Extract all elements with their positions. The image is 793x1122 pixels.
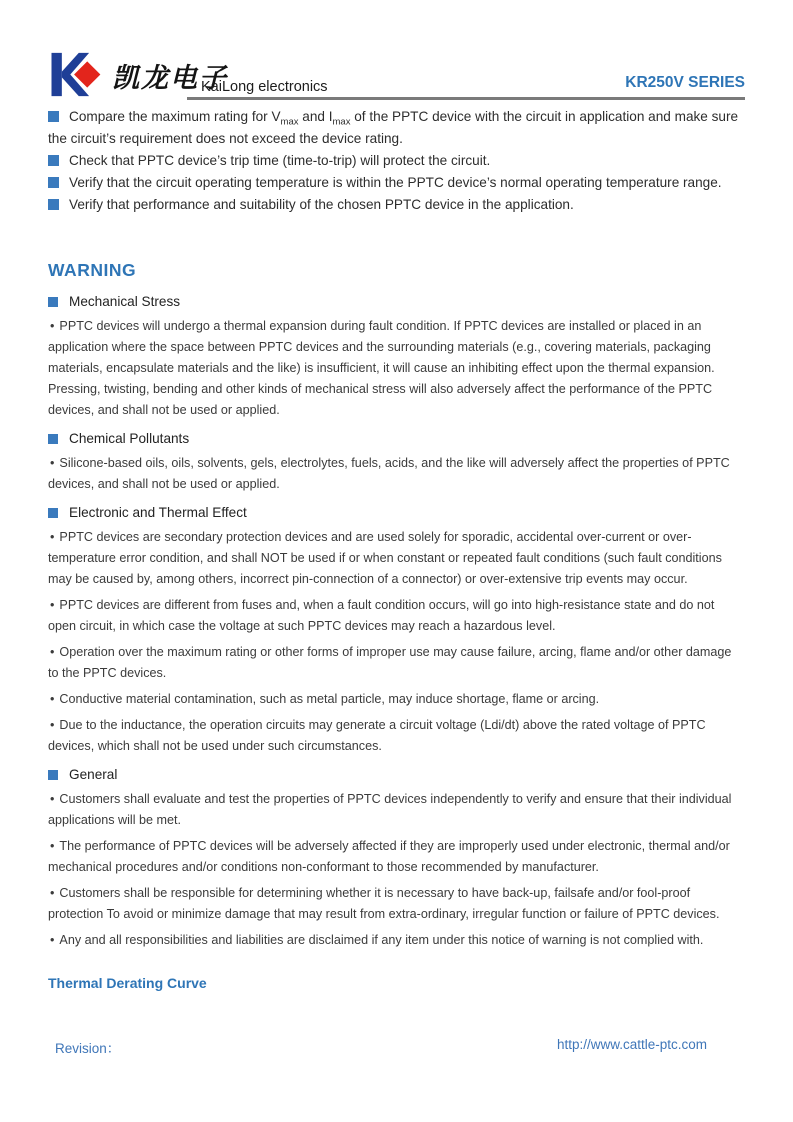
paragraph-text: Any and all responsibilities and liabilities are disclaimed if any item under this notice of warning is not complied with. xyxy=(59,933,704,947)
square-bullet-icon xyxy=(48,155,59,166)
subscript-max: max xyxy=(280,116,299,128)
text-fragment: Compare the maximum rating for V xyxy=(69,109,281,124)
section-title-electronic-thermal-effect xyxy=(48,503,745,523)
warning-paragraph xyxy=(48,527,745,590)
warning-paragraph xyxy=(48,789,745,831)
paragraph-text: Customers shall be responsible for determining whether it is necessary to have back-up, failsafe and/or fool-proof protection To avoid or minimize damage that may result from extra-ordinary, irregular function or failure of PPTC devices. xyxy=(48,886,720,921)
checklist-item xyxy=(48,194,745,216)
paragraph-text: Customers shall evaluate and test the properties of PPTC devices independently to verify and ensure that their individual applications will be met. xyxy=(48,792,732,827)
paragraph-text: PPTC devices will undergo a thermal expansion during fault condition. If PPTC devices are installed or placed in an application where the space between PPTC devices and the surrounding materials (e.g., covering materials, packaging materials, encapsulate materials and the like) is insufficient, it will cause an inhibiting effect upon the thermal expansion. Pressing, twisting, bending and other kinds of mechanical stress will also adversely affect the performance of the PPTC devices, and shall not be used or applied. xyxy=(48,319,715,417)
warning-paragraph xyxy=(48,689,745,710)
checklist-item-text xyxy=(48,109,738,146)
paragraph-text: The performance of PPTC devices will be adversely affected if they are improperly used under electronic, thermal and/or mechanical procedures and/or conditions non-conformant to those recommended by manufacturer. xyxy=(48,839,730,874)
warning-sections xyxy=(48,292,745,951)
checklist-item-text: Check that PPTC device’s trip time (time-to-trip) will protect the circuit. xyxy=(69,153,491,168)
text-fragment: of the PPTC device with the circuit in application and make sure the circuit’s requirement does not exceed the device rating. xyxy=(48,109,739,146)
paragraph-text: Conductive material contamination, such as metal particle, may induce shortage, flame or arcing. xyxy=(59,692,600,706)
section-bullet-icon xyxy=(48,508,58,518)
section-title-text: Chemical Pollutants xyxy=(69,431,190,446)
section-title-text: General xyxy=(69,767,118,782)
bullet-dot: • xyxy=(50,886,55,900)
logo-chinese-text: 凯龙电子 xyxy=(112,63,228,94)
warning-paragraph xyxy=(48,836,745,878)
page-footer xyxy=(55,1037,745,1057)
series-title: KR250V SERIES xyxy=(625,74,745,91)
bullet-dot: • xyxy=(50,692,55,706)
website-link[interactable]: http://www.cattle-ptc.com xyxy=(556,1037,707,1052)
paragraph-text: Operation over the maximum rating or other forms of improper use may cause failure, arcing, flame and/or other damage to the PPTC devices. xyxy=(48,645,732,680)
warning-paragraph xyxy=(48,930,745,951)
logo-english-text: KaiLong electronics xyxy=(201,79,328,95)
section-bullet-icon xyxy=(48,434,58,444)
header-rule xyxy=(187,97,745,100)
checklist-item xyxy=(48,150,745,172)
warning-paragraph xyxy=(48,715,745,757)
warning-paragraph xyxy=(48,316,745,421)
kailong-logo-icon xyxy=(46,51,104,98)
warning-paragraph xyxy=(48,642,745,684)
bullet-dot: • xyxy=(50,645,55,659)
bullet-dot: • xyxy=(50,718,55,732)
bullet-dot: • xyxy=(50,456,55,470)
square-bullet-icon xyxy=(48,177,59,188)
bullet-dot: • xyxy=(50,319,55,333)
bullet-dot: • xyxy=(50,792,55,806)
section-title-general xyxy=(48,765,745,785)
paragraph-text: Due to the inductance, the operation circuits may generate a circuit voltage (Ldi/dt) above the rated voltage of PPTC devices, which shall not be used under such circumstances. xyxy=(48,718,706,753)
section-title-text: Mechanical Stress xyxy=(69,294,181,309)
checklist-item xyxy=(48,106,745,150)
paragraph-text: Silicone-based oils, oils, solvents, gels, electrolytes, fuels, acids, and the like will adversely affect the properties of PPTC devices, and shall not be used or applied. xyxy=(48,456,730,491)
thermal-derating-curve-heading: Thermal Derating Curve xyxy=(48,975,207,991)
page-header xyxy=(0,0,793,101)
warning-paragraph xyxy=(48,453,745,495)
section-title-mechanical-stress xyxy=(48,292,745,312)
section-bullet-icon xyxy=(48,770,58,780)
square-bullet-icon xyxy=(48,111,59,122)
subscript-max: max xyxy=(332,116,351,128)
warning-paragraph xyxy=(48,595,745,637)
section-title-text: Electronic and Thermal Effect xyxy=(69,505,247,520)
bullet-dot: • xyxy=(50,839,55,853)
checklist-item-text: Verify that the circuit operating temperature is within the PPTC device’s normal operating temperature range. xyxy=(69,175,722,190)
warning-heading: WARNING xyxy=(48,260,137,280)
section-bullet-icon xyxy=(48,297,58,307)
warning-paragraph xyxy=(48,883,745,925)
bullet-dot: • xyxy=(50,598,55,612)
bullet-dot: • xyxy=(50,933,55,947)
checklist-item-text: Verify that performance and suitability of the chosen PPTC device in the application. xyxy=(69,197,574,212)
bullet-dot: • xyxy=(50,530,55,544)
square-bullet-icon xyxy=(48,199,59,210)
checklist-item xyxy=(48,172,745,194)
paragraph-text: PPTC devices are secondary protection devices and are used solely for sporadic, accidental over-current or over-temperature error condition, and shall NOT be used if or when constant or repeated fault conditions (such fault conditions may be caused by, among others, incorrect pin-connection of a connector) or over-extensive trip events may occur. xyxy=(48,530,722,586)
section-title-chemical-pollutants xyxy=(48,429,745,449)
text-fragment: and I xyxy=(298,109,333,124)
paragraph-text: PPTC devices are different from fuses and, when a fault condition occurs, will go into high-resistance state and do not open circuit, in which case the voltage at such PPTC devices may reach a hazardous level. xyxy=(48,598,715,633)
checklist xyxy=(48,106,745,216)
revision-label: Revision： xyxy=(55,1041,121,1056)
